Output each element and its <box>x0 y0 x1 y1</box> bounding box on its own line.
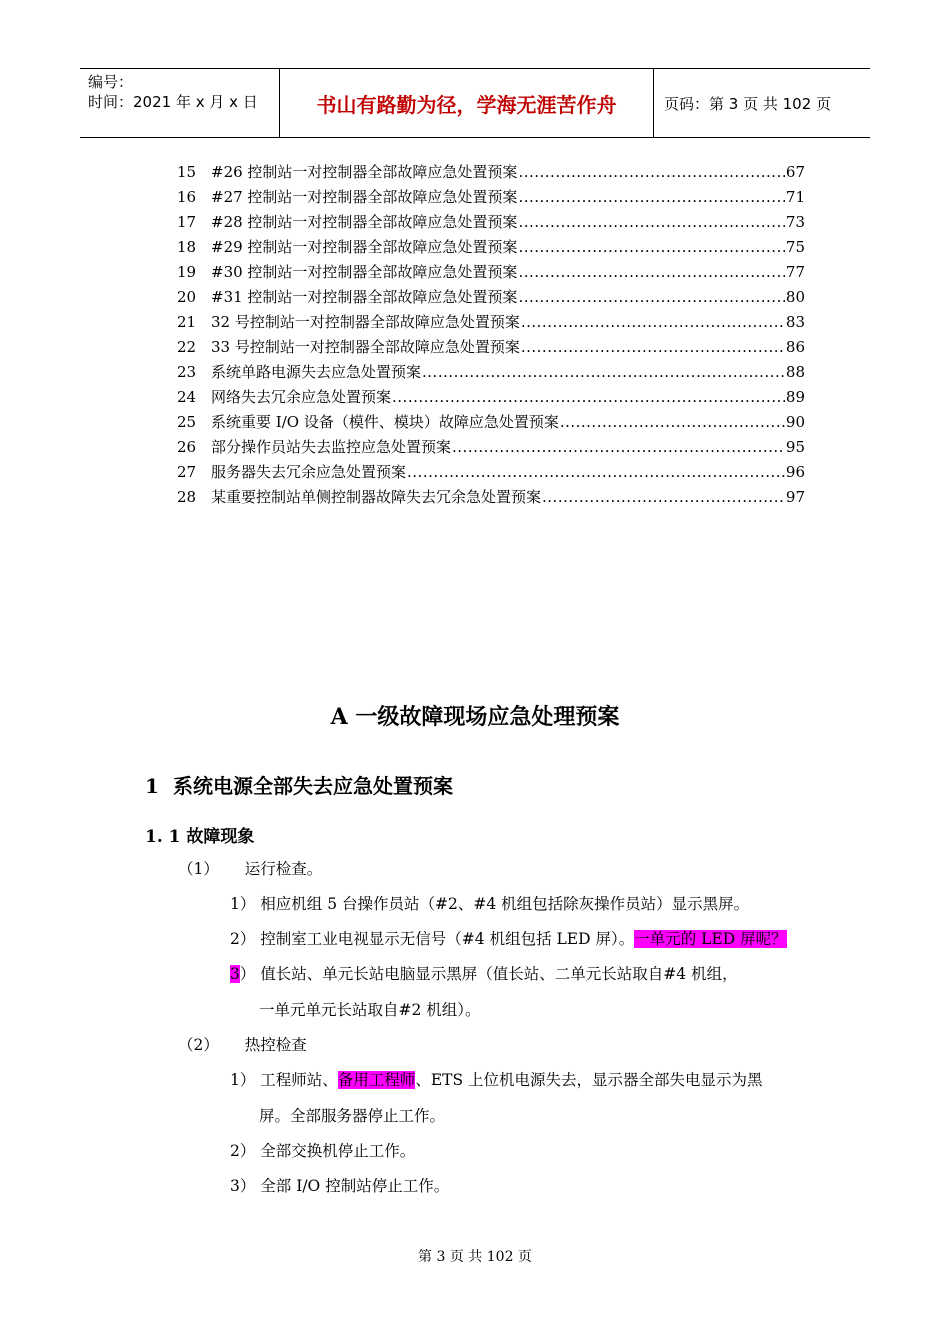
toc-page-number: 83 <box>785 313 805 331</box>
toc-page-number: 86 <box>785 338 805 356</box>
toc-title: #31 控制站一对控制器全部故障应急处置预案 <box>211 288 518 306</box>
item-text: 2） 控制室工业电视显示无信号（#4 机组包括 LED 屏）。 <box>230 930 635 948</box>
item-text: 运行检查。 <box>244 860 323 878</box>
code-label: 编号： <box>88 73 134 91</box>
review-comment: 一单元的 LED 屏呢？ <box>634 930 787 948</box>
toc-title: #27 控制站一对控制器全部故障应急处置预案 <box>211 188 518 206</box>
toc-title: #26 控制站一对控制器全部故障应急处置预案 <box>211 163 518 181</box>
highlighted-text: 备用工程师 <box>337 1071 416 1089</box>
toc-dot-leader <box>518 285 784 310</box>
toc-dot-leader <box>518 210 784 235</box>
toc-number: 15 <box>177 163 197 181</box>
toc-title: 33 号控制站一对控制器全部故障应急处置预案 <box>211 338 520 356</box>
list-item-continuation: 一单元单元长站取自#2 机组）。 <box>259 1001 481 1019</box>
toc-dot-leader <box>392 385 785 410</box>
toc-dot-leader <box>518 160 784 185</box>
toc-entry[interactable] <box>177 160 805 185</box>
toc-entry[interactable] <box>177 460 805 485</box>
toc-entry[interactable] <box>177 260 805 285</box>
toc-number: 27 <box>177 463 197 481</box>
toc-number: 16 <box>177 188 197 206</box>
toc-title: #28 控制站一对控制器全部故障应急处置预案 <box>211 213 518 231</box>
item-text: 热控检查 <box>244 1036 307 1054</box>
page-header <box>80 68 870 138</box>
toc-dot-leader <box>542 485 785 510</box>
list-item: 1） 相应机组 5 台操作员站（#2、#4 机组包括除灰操作员站）显示黑屏。 <box>230 895 750 913</box>
page-footer: 第 3 页 共 102 页 <box>418 1249 532 1265</box>
item-text: 1） 工程师站、 <box>230 1071 338 1089</box>
toc-title: 部分操作员站失去监控应急处置预案 <box>211 438 452 456</box>
toc-title: 32 号控制站一对控制器全部故障应急处置预案 <box>211 313 520 331</box>
list-item: 2） 全部交换机停止工作。 <box>230 1142 416 1160</box>
toc-dot-leader <box>407 460 785 485</box>
toc-page-number: 73 <box>785 213 805 231</box>
toc-page-number: 90 <box>785 413 805 431</box>
toc-dot-leader <box>422 360 785 385</box>
header-motto: 书山有路勤为径，学海无涯苦作舟 <box>280 69 654 137</box>
toc-entry[interactable] <box>177 185 805 210</box>
toc-dot-leader <box>452 435 785 460</box>
list-item-continuation: 屏。全部服务器停止工作。 <box>259 1107 446 1125</box>
toc-number: 23 <box>177 363 197 381</box>
toc-title: 系统重要 I/O 设备（模件、模块）故障应急处置预案 <box>211 413 559 431</box>
item-label: （2） <box>178 1036 219 1054</box>
toc-number: 24 <box>177 388 197 406</box>
list-item <box>178 858 322 880</box>
toc-page-number: 97 <box>785 488 805 506</box>
toc-entry[interactable] <box>177 285 805 310</box>
toc-page-number: 75 <box>785 238 805 256</box>
toc-entry[interactable] <box>177 360 805 385</box>
subsection-heading: 1. 1 故障现象 <box>145 827 255 847</box>
toc-entry[interactable] <box>177 385 805 410</box>
toc-entry[interactable] <box>177 335 805 360</box>
toc-page-number: 96 <box>785 463 805 481</box>
toc-number: 21 <box>177 313 197 331</box>
main-title: A 一级故障现场应急处理预案 <box>330 704 620 730</box>
item-text: 、ETS 上位机电源失去，显示器全部失电显示为黑 <box>415 1071 763 1089</box>
section-number: 1 <box>145 774 159 798</box>
list-item <box>230 928 787 950</box>
section-title: 系统电源全部失去应急处置预案 <box>173 774 453 798</box>
toc-entry[interactable] <box>177 485 805 510</box>
toc-page-number: 77 <box>785 263 805 281</box>
toc-dot-leader <box>521 310 785 335</box>
toc-dot-leader <box>518 260 784 285</box>
toc-page-number: 67 <box>785 163 805 181</box>
toc-title: #30 控制站一对控制器全部故障应急处置预案 <box>211 263 518 281</box>
toc-dot-leader <box>518 235 784 260</box>
item-text: ） 值长站、单元长站电脑显示黑屏（值长站、二单元长站取自#4 机组， <box>239 965 738 983</box>
highlighted-number: 3 <box>230 965 240 983</box>
toc-number: 19 <box>177 263 197 281</box>
header-meta <box>80 69 280 137</box>
toc-dot-leader <box>521 335 785 360</box>
toc-title: 服务器失去冗余应急处置预案 <box>211 463 407 481</box>
toc-number: 18 <box>177 238 197 256</box>
list-item <box>230 1069 763 1091</box>
toc-title: 某重要控制站单侧控制器故障失去冗余急处置预案 <box>211 488 542 506</box>
toc-number: 26 <box>177 438 197 456</box>
toc-entry[interactable] <box>177 235 805 260</box>
toc-entry[interactable] <box>177 310 805 335</box>
list-item <box>230 963 738 985</box>
toc-page-number: 71 <box>785 188 805 206</box>
section-heading <box>145 770 453 799</box>
toc-page-number: 95 <box>785 438 805 456</box>
toc-title: #29 控制站一对控制器全部故障应急处置预案 <box>211 238 518 256</box>
toc-dot-leader <box>560 410 785 435</box>
toc-page-number: 89 <box>785 388 805 406</box>
toc-number: 22 <box>177 338 197 356</box>
list-item <box>178 1034 307 1056</box>
toc-number: 17 <box>177 213 197 231</box>
toc-page-number: 80 <box>785 288 805 306</box>
list-item: 3） 全部 I/O 控制站停止工作。 <box>230 1177 450 1195</box>
table-of-contents <box>177 160 805 510</box>
toc-page-number: 88 <box>785 363 805 381</box>
toc-number: 28 <box>177 488 197 506</box>
time-text: 时间：2021 年 x 月 x 日 <box>88 93 258 111</box>
toc-entry[interactable] <box>177 410 805 435</box>
toc-title: 网络失去冗余应急处置预案 <box>211 388 392 406</box>
toc-entry[interactable] <box>177 210 805 235</box>
toc-dot-leader <box>518 185 784 210</box>
header-page-info: 页码：第 3 页 共 102 页 <box>664 94 832 113</box>
toc-title: 系统单路电源失去应急处置预案 <box>211 363 422 381</box>
toc-entry[interactable] <box>177 435 805 460</box>
toc-number: 25 <box>177 413 197 431</box>
item-label: （1） <box>178 860 219 878</box>
toc-number: 20 <box>177 288 197 306</box>
